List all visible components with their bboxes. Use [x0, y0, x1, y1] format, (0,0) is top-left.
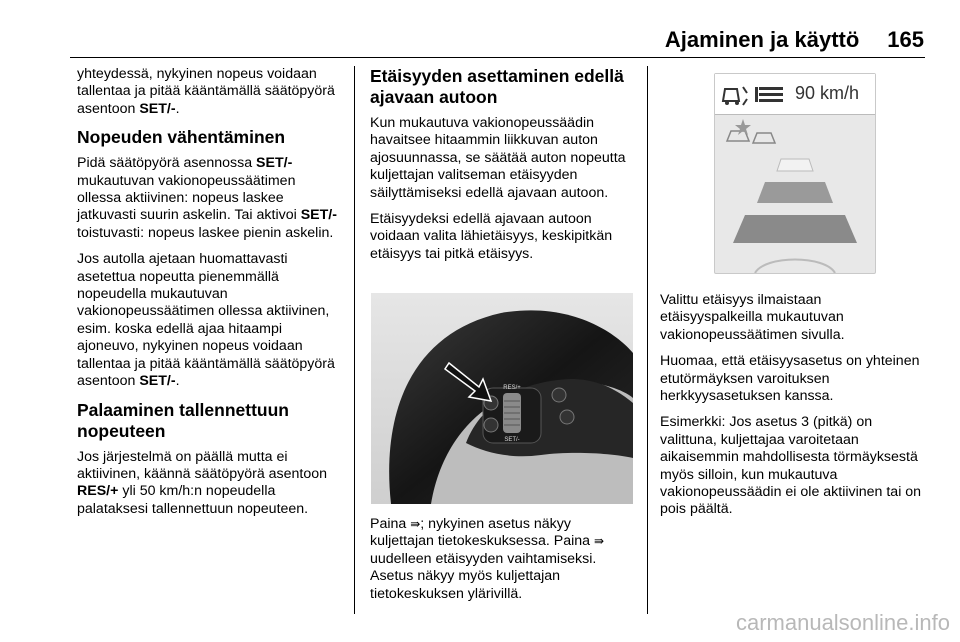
driver-information-display	[714, 73, 876, 274]
paragraph: Valittu etäisyys ilmaistaan etäisyyspalkeilla mukautuvan vakionopeussäätimen sivulla.	[660, 292, 845, 343]
limiter-button	[560, 410, 574, 424]
distance-bar-1	[777, 159, 813, 171]
own-car-icon	[755, 260, 835, 274]
distance-setting-icon: ⇛	[410, 517, 421, 531]
distance-bar-3	[733, 215, 857, 243]
speed-readout: 90 km/h	[794, 83, 859, 103]
paragraph: Huomaa, että etäisyysasetus on yhteinen etutörmäyksen varoituksen herkkyysasetuksen kanssa.	[660, 353, 920, 405]
column-divider-1	[354, 66, 355, 614]
follow-car-icon	[727, 119, 775, 143]
column-2-bottom	[370, 516, 635, 612]
display-top-row	[715, 74, 875, 115]
watermark: carmanualsonline.info	[735, 610, 950, 635]
page-header	[0, 27, 924, 57]
steering-wheel-illustration	[371, 293, 633, 504]
set-label: SET/-	[504, 437, 520, 443]
column-1	[77, 66, 339, 527]
heading-reduce-speed: Nopeuden vähentäminen	[77, 127, 286, 148]
paragraph: Paina ⇛; nykyinen asetus näkyy kuljettajan tietokeskuksessa. Paina ⇛ uudelleen etäisyyden vaihtamiseksi. Asetus näkyy myös kuljettajan tietokeskuksen ylärivillä.	[370, 516, 605, 602]
cancel-button	[552, 388, 566, 402]
column-2	[370, 66, 635, 272]
steering-wheel-photo	[371, 293, 633, 504]
page-number: 165	[887, 27, 924, 52]
paragraph: Esimerkki: Jos asetus 3 (pitkä) on valittuna, kuljettajaa varoitetaan aikaisemmin mahdollisesta törmäyksestä myös silloin, kun mukautuva vakionopeussäädin ei ole aktiivinen tai on pois päältä.	[660, 414, 922, 518]
column-divider-2	[647, 66, 648, 614]
header-rule	[70, 57, 925, 58]
paragraph: Jos järjestelmä on päällä mutta ei aktiivinen, käännä säätöpyörä asentoon RES/+ yli 50 km/h:n nopeudella palataksesi tallennettuun nopeuteen.	[77, 448, 328, 517]
paragraph: Kun mukautuva vakionopeussäädin havaitsee hitaammin liikkuvan auton ajosuunnassa, se säätää auton nopeutta kuljettajan valitseman etäisyyden säilyttämiseksi edellä ajavaan autoon.	[370, 115, 626, 201]
heading-resume-speed: Palaaminen tallennettuun nopeuteen	[77, 399, 289, 441]
heading-distance: Etäisyyden asettaminen edellä ajavaan autoon	[370, 66, 624, 107]
distance-graphic	[715, 115, 875, 273]
paragraph: yhteydessä, nykyinen nopeus voidaan tallentaa ja pitää kääntämällä säätöpyörä asentoon SET/-.	[77, 66, 335, 117]
paragraph: Jos autolla ajetaan huomattavasti asetettua nopeutta pienemmällä nopeudella mukautuvan vakionopeussäätimen ollessa aktiivinen, esim. koska edellä ajaa hitaampi ajoneuvo, nykyinen nopeus voidaan tallentaa ja pitää kääntämällä säätöpyörä asentoon SET/-.	[77, 251, 335, 390]
distance-bars-icon	[755, 87, 783, 102]
cruise-button	[484, 418, 498, 432]
section-title: Ajaminen ja käyttö	[664, 27, 860, 52]
paragraph: Pidä säätöpyörä asennossa SET/- mukautuvan vakionopeussäätimen ollessa aktiivinen: nopeus laskee jatkuvasti suurin askelin. Tai aktivoi SET/- toistuvasti: nopeus laskee pienin askelin.	[77, 155, 337, 241]
paragraph: Etäisyydeksi edellä ajavaan autoon voidaan valita lähietäisyys, keskipitkän etäisyys tai pitkä etäisyys.	[370, 211, 613, 262]
res-label: RES/+	[503, 385, 521, 391]
distance-setting-icon: ⇛	[593, 534, 605, 549]
column-3	[660, 292, 925, 528]
car-icon	[723, 89, 739, 101]
acc-status-icons	[719, 75, 799, 113]
distance-bar-2	[757, 182, 833, 203]
